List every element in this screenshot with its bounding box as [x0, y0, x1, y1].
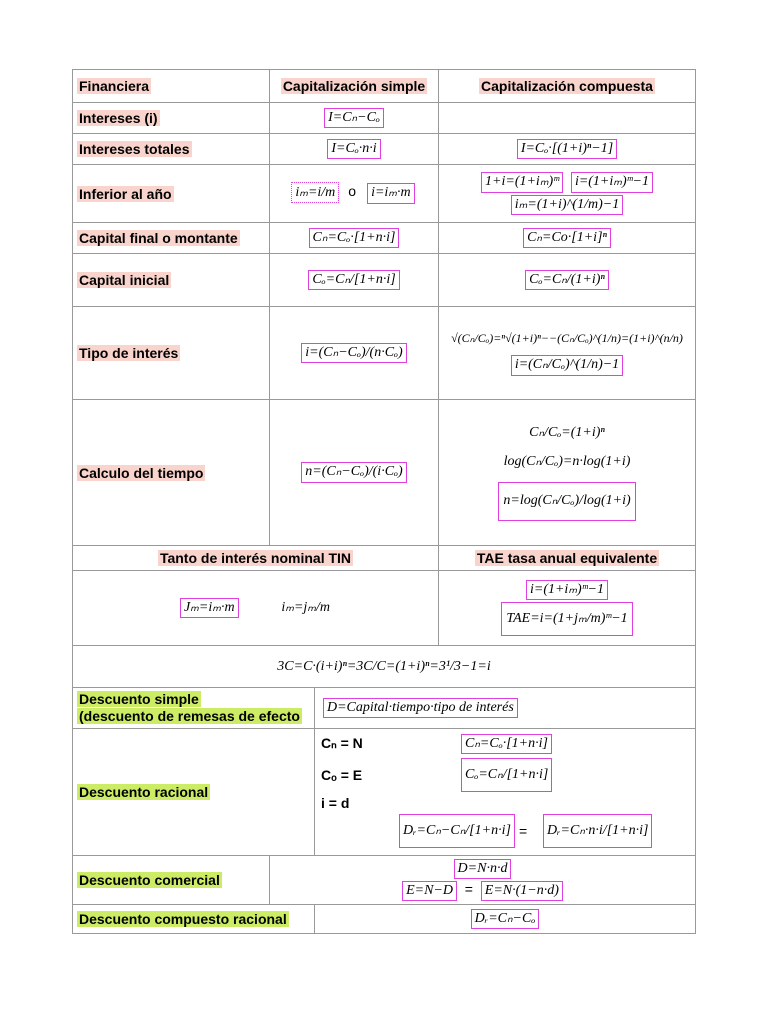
tae-header: TAE tasa anual equivalente [476, 550, 658, 566]
formula: n=log(Cₙ/Cₒ)/log(1+i) [498, 482, 635, 520]
formula: i=(Cₙ−Cₒ)/(n·Cₒ) [301, 343, 406, 363]
formula: Cₒ=Cₙ/[1+n·i] [461, 758, 552, 792]
header-cap-compuesta: Capitalización compuesta [481, 78, 653, 94]
def-co: Cₒ = E [321, 767, 363, 783]
table-row [73, 688, 696, 729]
row-label: Intereses totales [79, 141, 190, 157]
header-row [73, 70, 696, 103]
racional-block [319, 731, 691, 853]
formula-table [72, 69, 696, 934]
row-label: Calculo del tiempo [79, 464, 204, 481]
equals-sign: = [464, 881, 473, 898]
tin-tae-formula-row [73, 571, 696, 646]
row-label: Capital final o montante [79, 230, 238, 246]
tin-header: Tanto de interés nominal TIN [159, 550, 352, 566]
def-cn: Cₙ = N [321, 735, 363, 751]
formula: iₘ=jₘ/m [281, 599, 331, 615]
formula: Cₙ/Cₒ=(1+i)ⁿ [529, 425, 605, 441]
formula: iₘ=i/m [291, 182, 339, 203]
formula: Cₒ=Cₙ/(1+i)ⁿ [525, 270, 609, 290]
tin-tae-header-row [73, 546, 696, 571]
formula: Dᵣ=Cₙ−Cₒ [471, 909, 540, 929]
formula: E=N·(1−n·d) [481, 881, 563, 901]
row-label-sub: (descuento de remesas de efecto [79, 708, 300, 724]
formula: E=N−D [402, 881, 457, 901]
formula: I=Cₒ·n·i [327, 139, 380, 159]
table-row [73, 905, 696, 934]
formula: i=iₘ·m [367, 183, 415, 203]
formula: Cₙ=Co·[1+i]ⁿ [523, 228, 611, 248]
table-row [73, 134, 696, 165]
row-label: Descuento racional [79, 784, 209, 800]
formula: i=(1+iₘ)ᵐ−1 [526, 580, 608, 600]
formula: i=(Cₙ/Cₒ)^(1/n)−1 [511, 355, 623, 375]
formula: D=Capital·tiempo·tipo de interés [323, 698, 518, 718]
formula: Dᵣ=Cₙ·n·i/[1+n·i] [543, 814, 652, 848]
table-row [73, 400, 696, 546]
table-row [73, 103, 696, 134]
row-label: Descuento comercial [79, 872, 220, 889]
formula: I=Cₒ·[(1+i)ⁿ−1] [517, 139, 617, 159]
row-label: Inferior al año [79, 185, 172, 202]
table-row [73, 254, 696, 307]
table-row [73, 307, 696, 400]
header-financiera: Financiera [79, 78, 150, 94]
def-i: i = d [321, 795, 350, 811]
row-label: Descuento compuesto racional [79, 911, 287, 928]
formula: √(Cₙ/Cₒ)=ⁿ√(1+i)ⁿ−−(Cₙ/Cₒ)^(1/n)=(1+i)^(n/n) [451, 331, 683, 346]
formula: I=Cₙ−Cₒ [324, 108, 384, 128]
header-cap-simple: Capitalización simple [282, 78, 426, 94]
formula: D=N·n·d [454, 859, 512, 879]
row-label: Tipo de interés [79, 345, 179, 361]
formula: Cₒ=Cₙ/[1+n·i] [308, 270, 399, 290]
formula: 1+i=(1+iₘ)ᵐ [481, 172, 563, 192]
example-formula: 3C=C·(i+i)ⁿ=3C/C=(1+i)ⁿ=3¹/3−1=i [277, 659, 491, 674]
equals-sign: = [519, 823, 528, 839]
formula: Dᵣ=Cₙ−Cₙ/[1+n·i] [399, 814, 515, 848]
example-row [73, 646, 696, 688]
table-row [73, 223, 696, 254]
row-label: Descuento simple [79, 691, 199, 708]
formula: TAE=i=(1+jₘ/m)ᵐ−1 [501, 602, 632, 636]
table-row [73, 856, 696, 905]
table-row [73, 729, 696, 856]
row-label: Intereses (i) [79, 110, 158, 126]
formula: i=(1+iₘ)ᵐ−1 [571, 172, 653, 192]
formula: Cₙ=Cₒ·[1+n·i] [461, 734, 552, 754]
formula: Jₘ=iₘ·m [180, 598, 239, 618]
table-row [73, 165, 696, 223]
row-label: Capital inicial [79, 272, 170, 288]
formula: iₘ=(1+i)^(1/m)−1 [511, 195, 623, 215]
formula: Cₙ=Cₒ·[1+n·i] [309, 228, 400, 248]
or-text: o [348, 183, 357, 200]
formula: n=(Cₙ−Cₒ)/(i·Cₒ) [301, 462, 406, 482]
formula: log(Cₙ/Cₒ)=n·log(1+i) [503, 454, 631, 470]
